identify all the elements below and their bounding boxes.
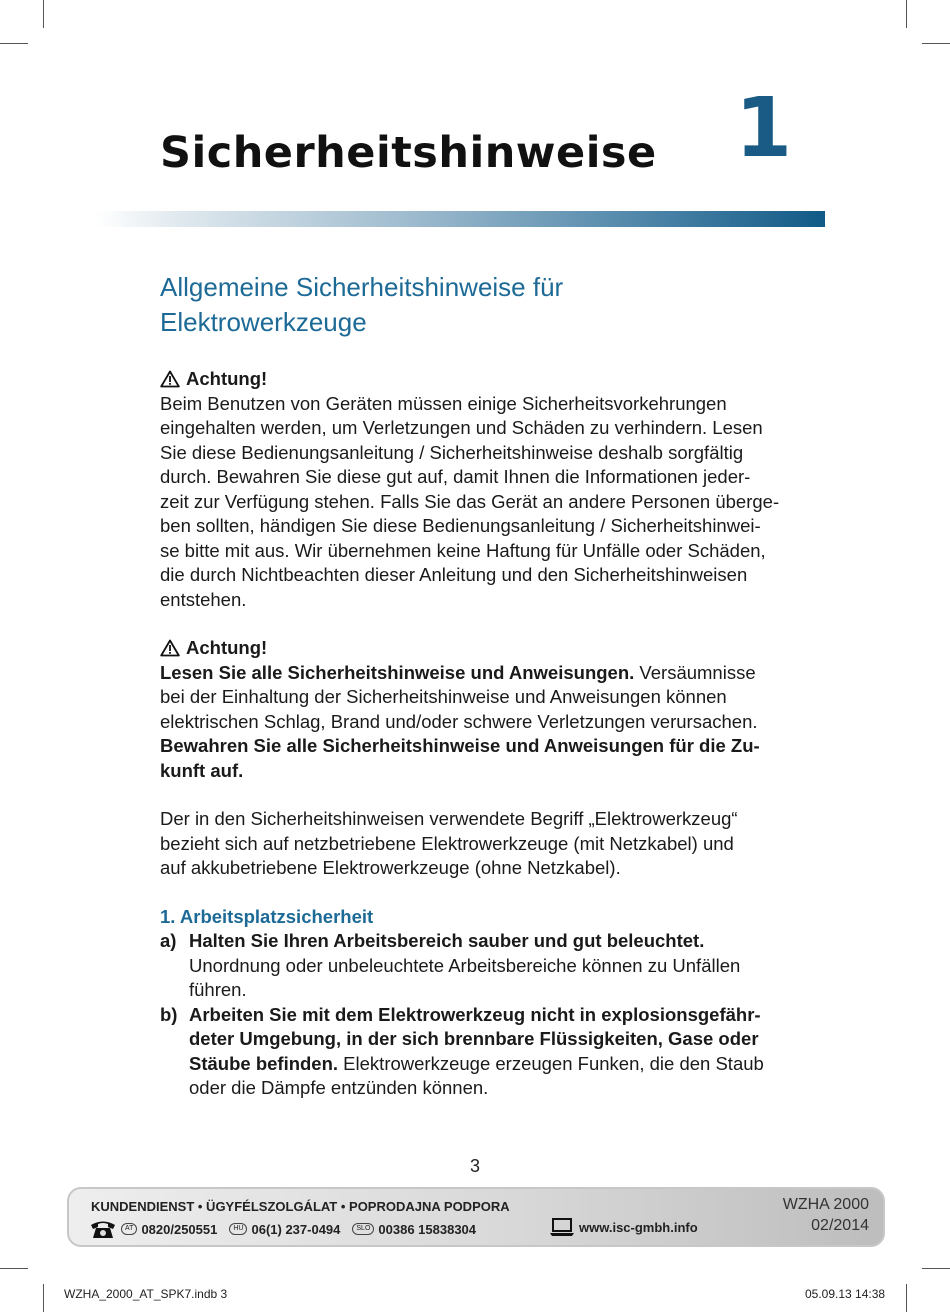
phone-number-at: 0820/250551 bbox=[141, 1221, 218, 1237]
phone-number-hu: 06(1) 237-0494 bbox=[251, 1221, 341, 1237]
bold-line: Bewahren Sie alle Sicherheitshinweise und Anweisungen für die Zu- bbox=[160, 735, 760, 756]
list-item-body bbox=[189, 1003, 800, 1101]
bold-line: kunft auf. bbox=[160, 759, 244, 781]
warning-block-1 bbox=[160, 367, 800, 612]
page-title: Sicherheitshinweise bbox=[160, 128, 657, 178]
text-line: bei der Einhaltung der Sicherheitshinweise und Anweisungen können bbox=[160, 686, 727, 707]
laptop-icon bbox=[549, 1217, 575, 1237]
text-line: oder die Dämpfe entzünden können. bbox=[189, 1077, 489, 1098]
warning-title-text: Achtung! bbox=[186, 368, 268, 389]
page-number: 3 bbox=[469, 1156, 480, 1176]
text-line: eingehalten werden, um Verletzungen und Schäden zu verhindern. Lesen bbox=[160, 417, 763, 438]
list-marker: a) bbox=[160, 930, 177, 951]
warning-title bbox=[160, 636, 800, 661]
list-item-body bbox=[189, 929, 800, 1003]
subsection-heading: 1. Arbeitsplatzsicherheit bbox=[160, 905, 374, 927]
crop-mark bbox=[922, 1268, 950, 1269]
phone-list bbox=[89, 1219, 488, 1239]
workplace-section bbox=[160, 905, 800, 1101]
text-line: Beim Benutzen von Geräten müssen einige Sicherheitsvorkehrungen bbox=[160, 392, 727, 414]
crop-mark bbox=[0, 1268, 28, 1269]
text-line: die durch Nichtbeachten dieser Anleitung und den Sicherheitshinweisen bbox=[160, 564, 748, 585]
slug-timestamp: 05.09.13 14:38 bbox=[805, 1287, 886, 1301]
title-gradient-bar bbox=[95, 211, 825, 227]
bold-lead: Lesen Sie alle Sicherheitshinweise und Anweisungen. bbox=[160, 661, 635, 683]
definition-paragraph bbox=[160, 807, 800, 881]
website bbox=[549, 1217, 698, 1237]
phone-number-slo: 00386 15838304 bbox=[378, 1221, 477, 1237]
text-line: auf akkubetriebene Elektrowerkzeuge (ohne Netzkabel). bbox=[160, 857, 621, 878]
text-line: Unordnung oder unbeleuchtete Arbeitsbereiche können zu Unfällen bbox=[189, 954, 741, 976]
text-line: Der in den Sicherheitshinweisen verwendete Begriff „Elektrowerkzeug“ bbox=[160, 808, 738, 829]
warning-paragraph bbox=[160, 392, 800, 613]
model-date: 02/2014 bbox=[811, 1217, 869, 1234]
bold-line: Arbeiten Sie mit dem Elektrowerkzeug nicht in explosionsgefähr- bbox=[189, 1003, 761, 1025]
warning-title bbox=[160, 367, 800, 392]
text-line: Sie diese Bedienungsanleitung / Sicherheitshinweise deshalb sorgfältig bbox=[160, 441, 744, 463]
text-line: bezieht sich auf netzbetriebene Elektrowerkzeuge (mit Netzkabel) und bbox=[160, 832, 734, 854]
main-content bbox=[160, 270, 800, 1101]
bold-line: deter Umgebung, in der sich brennbare Flüssigkeiten, Gase oder bbox=[189, 1028, 759, 1049]
warning-triangle-icon bbox=[160, 639, 180, 657]
text-span: Versäumnisse bbox=[634, 661, 756, 683]
text-span: Elektrowerkzeuge erzeugen Funken, die den Staub bbox=[338, 1052, 764, 1074]
text-line: elektrischen Schlag, Brand und/oder schwere Verletzungen verursachen. bbox=[160, 710, 758, 732]
text-line: ben sollten, händigen Sie diese Bedienungsanleitung / Sicherheitshinwei- bbox=[160, 515, 761, 536]
model-name: WZHA 2000 bbox=[782, 1196, 869, 1213]
crop-mark bbox=[906, 0, 907, 28]
country-badge-hu: HU bbox=[229, 1223, 247, 1235]
crop-mark bbox=[922, 43, 950, 44]
warning-title-text: Achtung! bbox=[186, 637, 268, 658]
list-item-a bbox=[160, 929, 800, 1003]
country-badge-slo: SLO bbox=[352, 1223, 374, 1235]
list-item-b bbox=[160, 1003, 800, 1101]
slug-filename: WZHA_2000_AT_SPK7.indb 3 bbox=[64, 1287, 228, 1301]
warning-paragraph bbox=[160, 661, 800, 784]
chapter-number: 1 bbox=[735, 81, 793, 176]
warning-block-2 bbox=[160, 636, 800, 783]
crop-mark bbox=[43, 0, 44, 28]
crop-mark bbox=[906, 1284, 907, 1312]
bold-line: Halten Sie Ihren Arbeitsbereich sauber und gut beleuchtet. bbox=[189, 930, 705, 951]
crop-mark bbox=[43, 1284, 44, 1312]
section-heading-line: Elektrowerkzeuge bbox=[160, 307, 367, 337]
list-marker: b) bbox=[160, 1003, 178, 1025]
service-label: KUNDENDIENST • ÜGYFÉLSZOLGÁLAT • POPRODAJNA PODPORA bbox=[91, 1199, 510, 1214]
text-line: zeit zur Verfügung stehen. Falls Sie das Gerät an andere Personen überge- bbox=[160, 490, 780, 512]
telephone-icon bbox=[89, 1219, 117, 1239]
text-line: durch. Bewahren Sie diese gut auf, damit Ihnen die Informationen jeder- bbox=[160, 466, 751, 487]
warning-triangle-icon bbox=[160, 370, 180, 388]
service-footer bbox=[67, 1187, 885, 1247]
model-info bbox=[783, 1194, 869, 1236]
text-line: entstehen. bbox=[160, 588, 247, 610]
country-badge-at: AT bbox=[121, 1223, 137, 1235]
section-heading bbox=[160, 270, 800, 340]
text-line: führen. bbox=[189, 979, 247, 1000]
website-url: www.isc-gmbh.info bbox=[579, 1219, 698, 1235]
bold-line: Stäube befinden. bbox=[189, 1052, 339, 1074]
section-heading-line: Allgemeine Sicherheitshinweise für bbox=[160, 272, 564, 302]
text-line: se bitte mit aus. Wir übernehmen keine Haftung für Unfälle oder Schäden, bbox=[160, 539, 766, 561]
crop-mark bbox=[0, 43, 28, 44]
